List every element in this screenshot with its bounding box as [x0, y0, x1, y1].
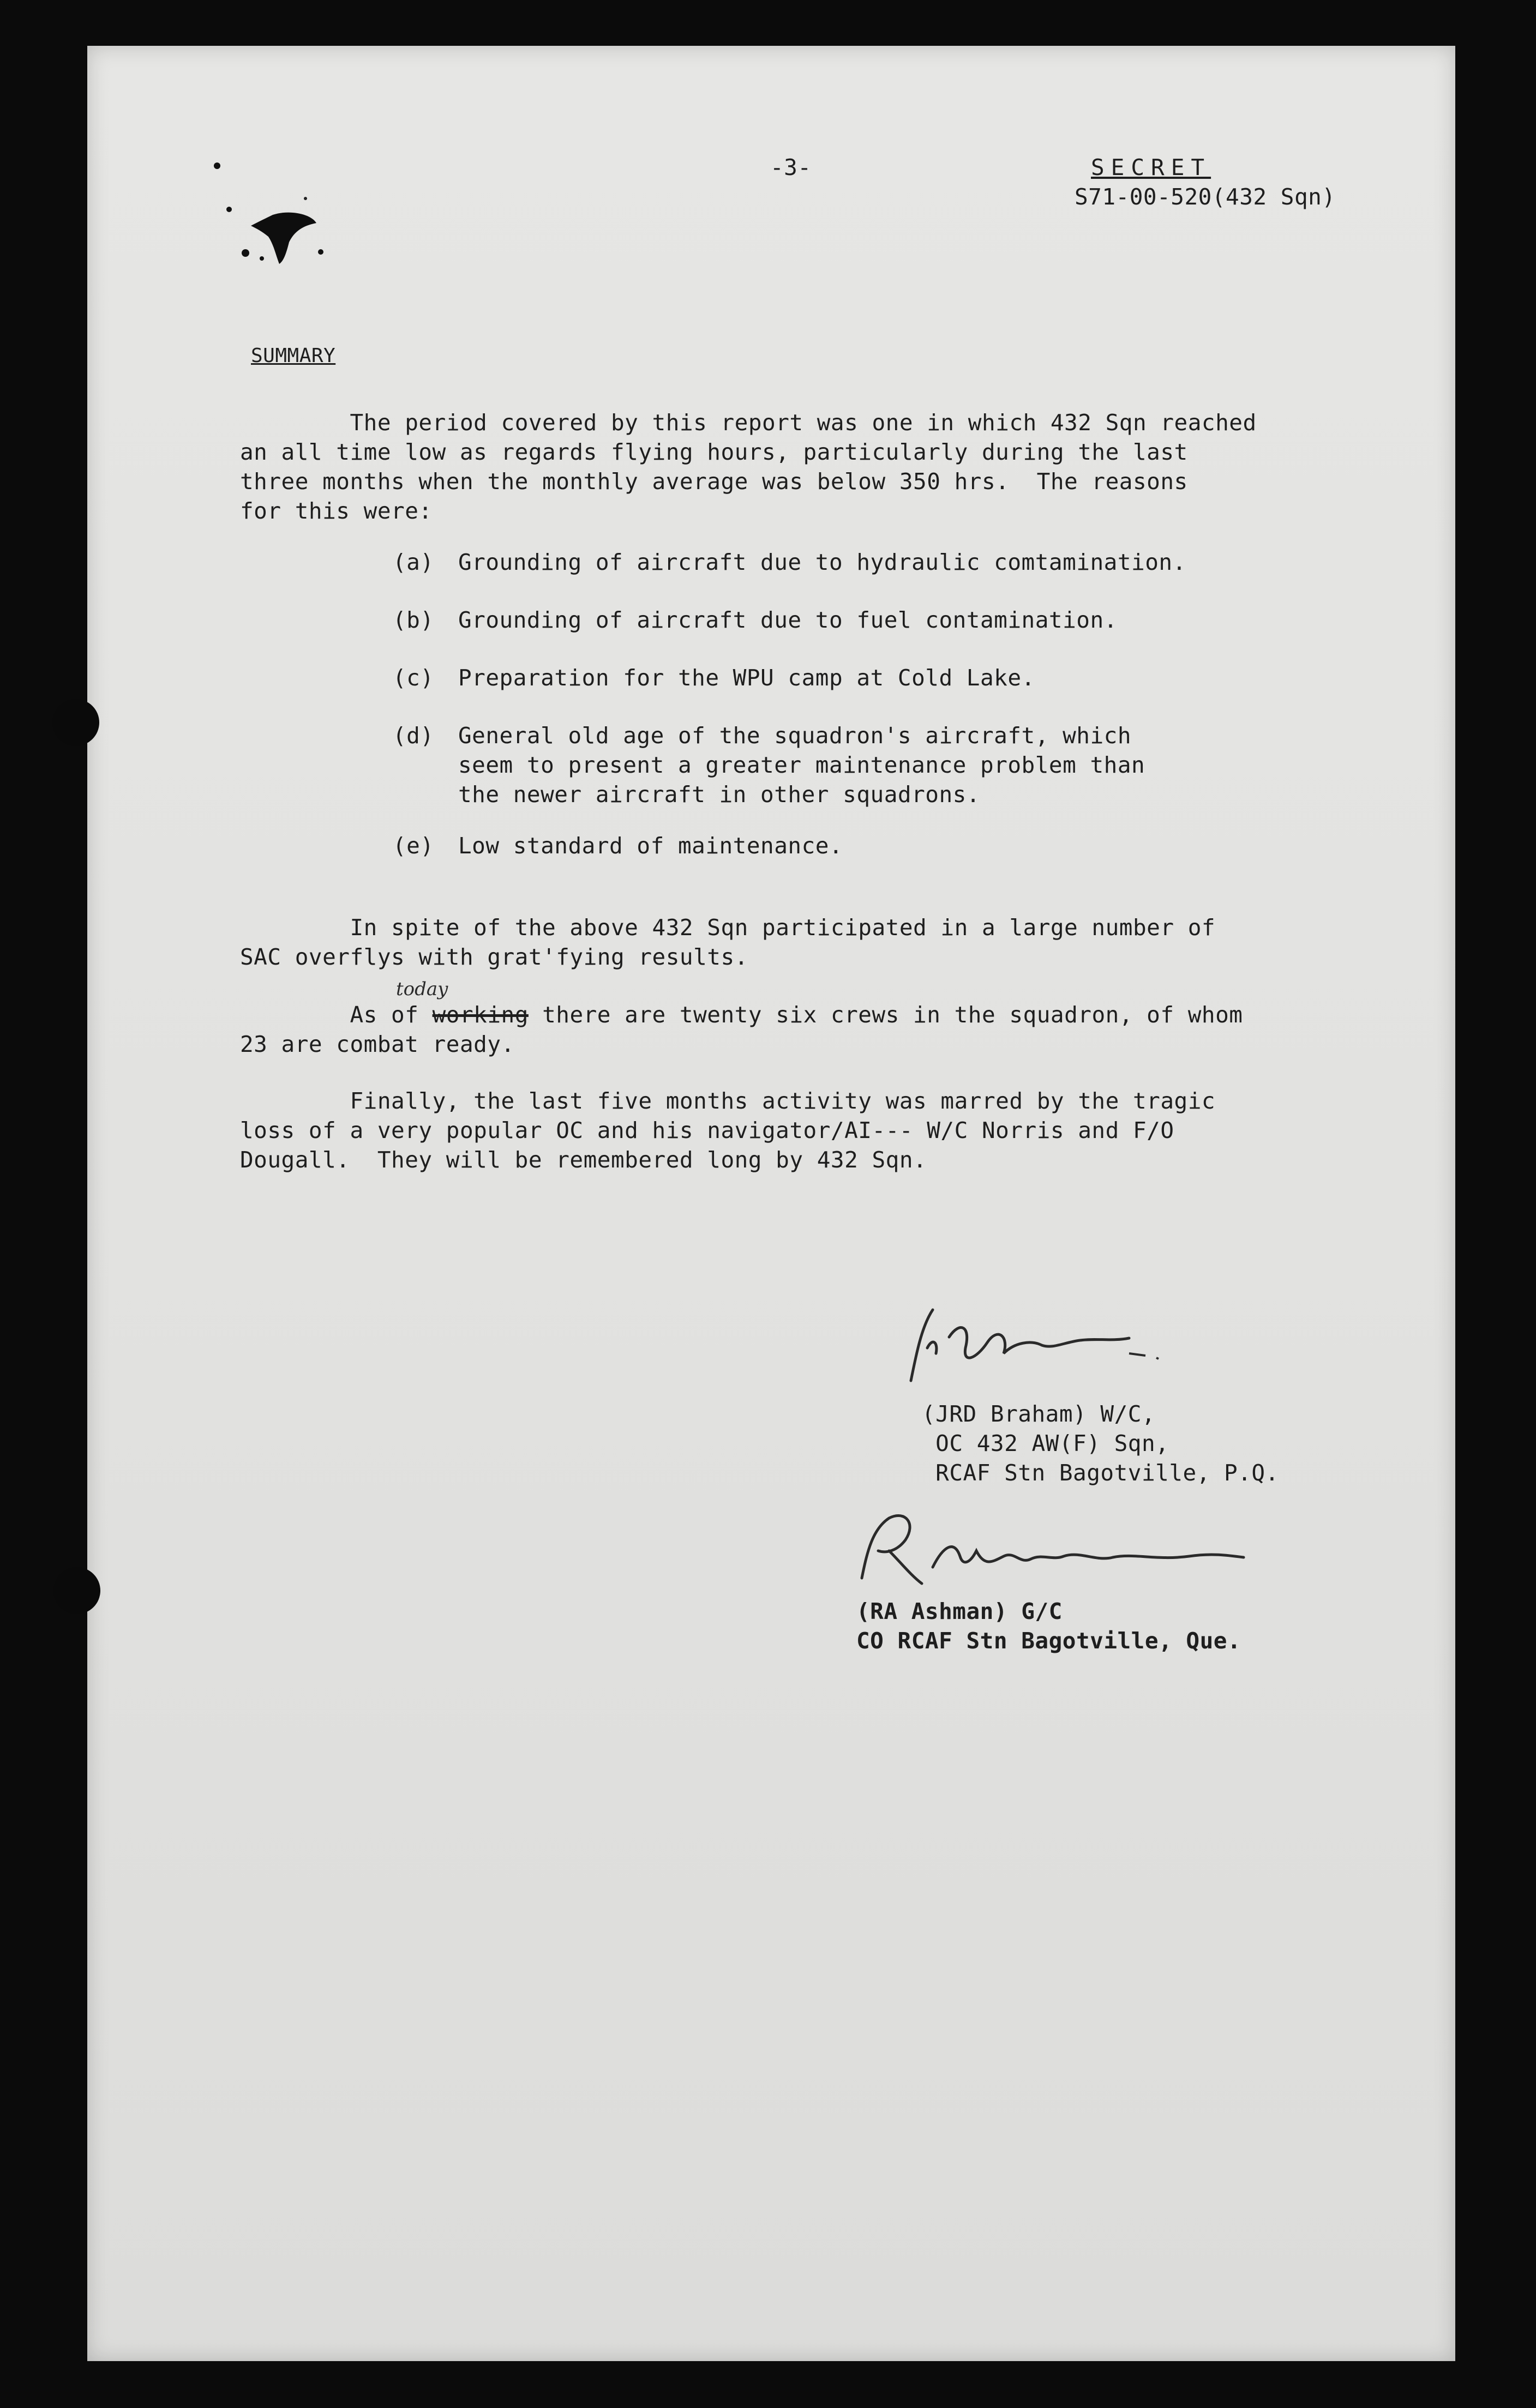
- reason-text: Low standard of maintenance.: [458, 833, 843, 859]
- crews-paragraph: [240, 1000, 1375, 1059]
- signature-line: RCAF Stn Bagotville, P.Q.: [922, 1460, 1279, 1486]
- reason-letter: (d): [393, 723, 434, 749]
- summary-intro-paragraph: The period covered by this report was one in which 432 Sqn reached an all time low as regards flying hours, particularly during the last three months when the monthly average was below 350 hrs. The reasons for this were:: [240, 410, 1257, 524]
- overflys-paragraph: In spite of the above 432 Sqn participated in a large number of SAC overflys with grat'fying results.: [240, 914, 1216, 970]
- reason-item: [393, 663, 1320, 693]
- signature-line: (JRD Braham) W/C,: [922, 1401, 1156, 1427]
- reason-text: Grounding of aircraft due to fuel contamination.: [458, 607, 1118, 633]
- classification-label: SECRET: [1091, 154, 1211, 180]
- summary-heading: SUMMARY: [251, 345, 336, 367]
- finally-paragraph: Finally, the last five months activity was marred by the tragic loss of a very popular OC and his navigator/AI--- W/C Norris and F/O Dougall. They will be remembered long by 432 Sqn.: [240, 1088, 1216, 1173]
- punch-hole: [53, 1567, 100, 1614]
- reason-letter: (b): [393, 607, 434, 633]
- handwritten-insert: today: [396, 978, 448, 1000]
- signature-lines-ashman: [856, 1597, 1364, 1656]
- reason-text: General old age of the squadron's aircraft, which seem to present a greater maintenance problem than the newer aircraft in other squadrons.: [458, 723, 1145, 808]
- reason-item: [393, 605, 1320, 635]
- signature-block-braham: [900, 1288, 1391, 1488]
- punch-hole: [52, 699, 99, 746]
- reason-letter: (e): [393, 833, 434, 859]
- signature-line: (RA Ashman) G/C: [856, 1598, 1063, 1624]
- page-number: -3-: [770, 154, 812, 180]
- reason-item: [393, 547, 1320, 577]
- signature-block-ashman: [840, 1496, 1364, 1656]
- reason-letter: (c): [393, 665, 434, 691]
- reason-letter: (a): [393, 549, 434, 575]
- reason-text: Grounding of aircraft due to hydraulic comtamination.: [458, 549, 1186, 575]
- classification-block: [1075, 153, 1336, 212]
- reason-item: [393, 721, 1320, 809]
- struck-word: working: [432, 1002, 529, 1028]
- document-page: [87, 46, 1455, 2361]
- reason-item: [393, 831, 1320, 860]
- signature-ashman-handwritten: [840, 1496, 1255, 1594]
- signature-braham-handwritten: [900, 1288, 1184, 1397]
- signature-line: OC 432 AW(F) Sqn,: [922, 1430, 1169, 1456]
- reason-text: Preparation for the WPU camp at Cold Lake.: [458, 665, 1035, 691]
- crews-text-before: As of: [240, 1002, 433, 1028]
- reasons-list: [393, 547, 1320, 889]
- file-reference: S71-00-520(432 Sqn): [1075, 184, 1336, 210]
- signature-line: CO RCAF Stn Bagotville, Que.: [856, 1628, 1241, 1654]
- signature-lines-braham: [922, 1399, 1391, 1488]
- crews-text-after: there are twenty six crews in the squadron, of whom 23 are combat ready.: [240, 1002, 1243, 1057]
- ink-blot-mark: [207, 149, 327, 291]
